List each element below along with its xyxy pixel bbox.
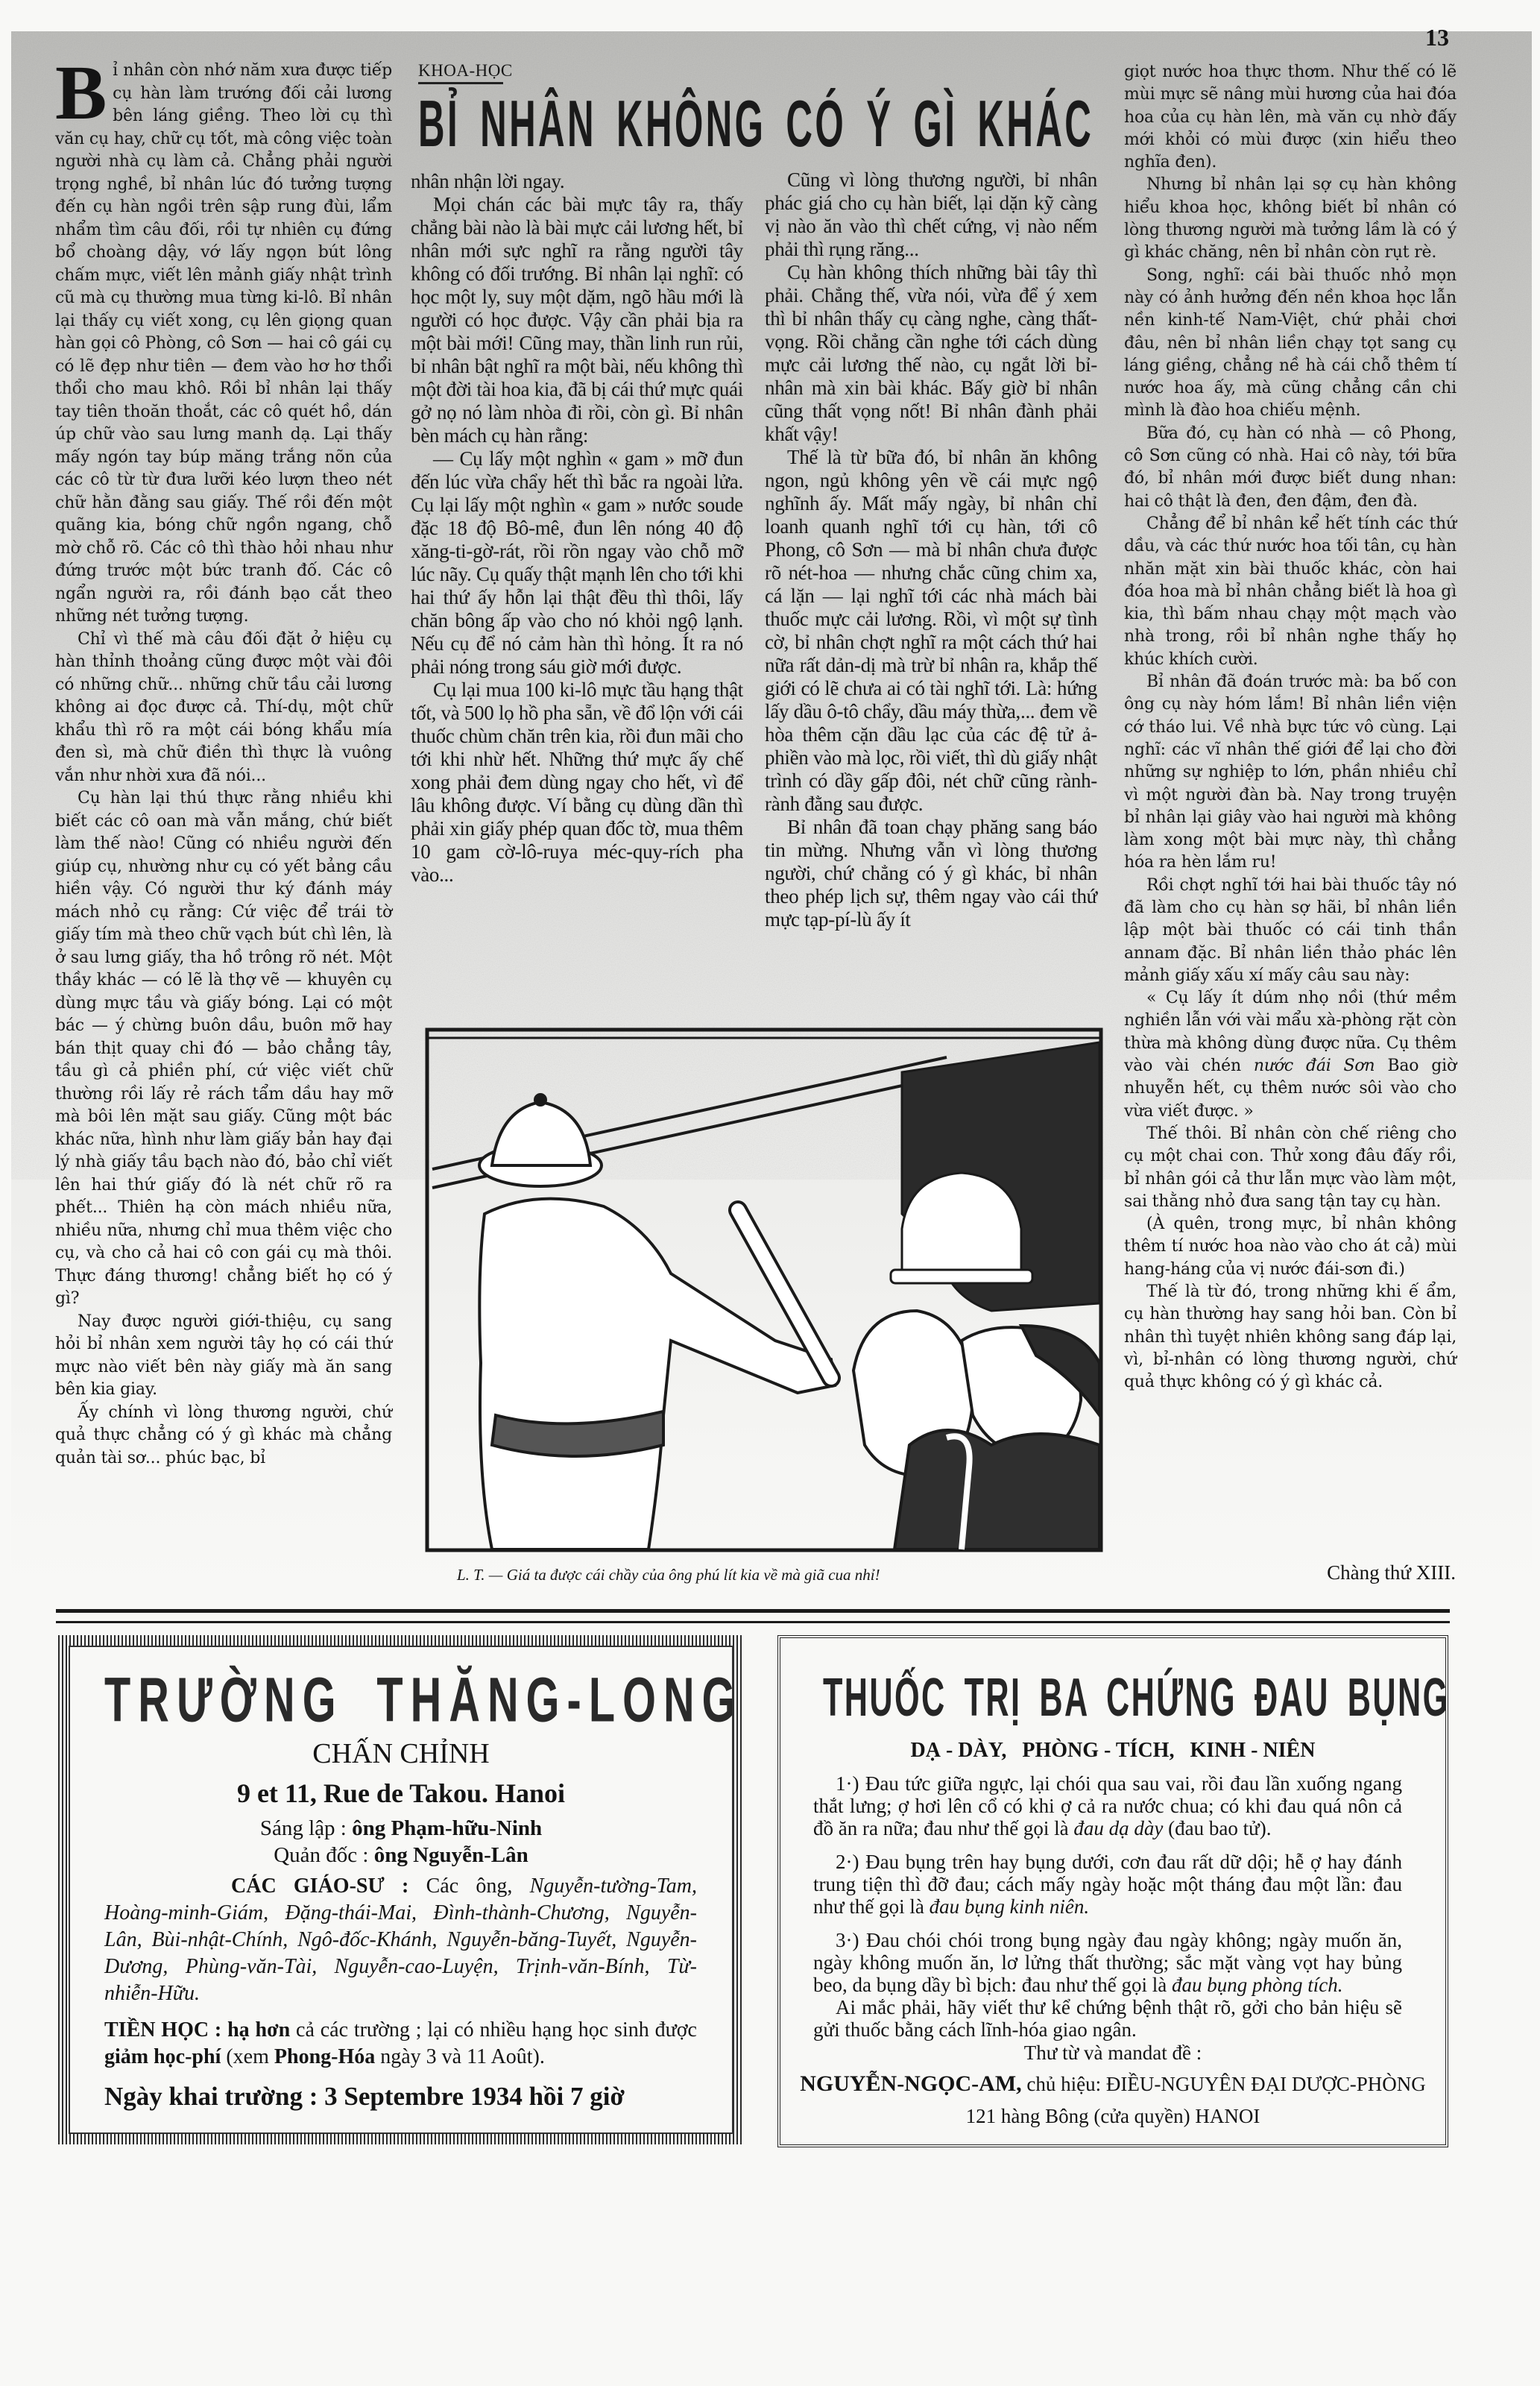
paragraph (55, 1311, 392, 1402)
founder-label: Sáng lập : (259, 1816, 347, 1840)
page-number: 13 (1425, 24, 1449, 51)
symptom-2: 2·) Đau bụng trên hay bụng dưới, cơn đau rất dữ dội; hễ ợ hay đánh trung tiện thì đỡ đau; cách mấy ngày hoặc một tháng đau một lần: đau như thế gọi là đau bụng kinh niên. (813, 1851, 1402, 1918)
medicine-ad-title: THUỐC TRỊ BA CHỨNG ĐAU BỤNG (823, 1668, 1450, 1728)
man-with-club (479, 1095, 835, 1549)
separator-rule (56, 1609, 1450, 1613)
italic-text: nước đái Sơn (1253, 1057, 1375, 1076)
paragraph-text: ỉ nhân còn nhớ năm xưa được tiếp cụ hàn làm trướng đối cải lương bên láng giềng. Theo lời cụ thì văn cụ hay, chữ cụ tốt, mà công việc toàn người nhà cụ làm cả. Chẳng phải người trọng nghề, bỉ nhân lúc đó tưởng tượng đến cụ hàn ngồi trên sập rung đùi, lẩm nhẩm tìm câu đối, rồi tự nhiên cụ đứng bổ choàng dậy, vớ lấy ngọn bút lông chấm mực, viết lên mảnh giấy nhật trình cũ mà cụ thường mua từng ki-lô. Bỉ nhân lại thấy cụ viết xong, cụ lên giọng quan hàn gọi cô Phòng, cô Sơn — hai cô gái cụ có lẽ đẹp như tiên — đem vào hơ hơ thổi thổi cho mau khô. Rồi bỉ nhân lại thấy tay tiên thoăn thoắt, các cô quét hồ, dán úp chữ vào sau lưng manh dạ. Lại thấy mấy ngón tay búp măng trắng nõn của các cô từ từ đưa lưỡi kéo lượn theo nét chữ hằn đằng sau giấy. Thế rồi đến một quãng kia, bóng chữ ngồn ngang, chỗ mờ chỗ rõ. Các cô thì thào hỏi nhau như đứng trước một bức tranh đố. Các cô ngẩn người ra, rồi đánh bạo cắt theo những nét tưởng tượng. (55, 61, 392, 626)
paragraph-text: Bữa đó, cụ hàn có nhà — cô Phong, cô Sơn cũng có nhà. Hai cô này, tới bữa đó, bỉ nhân mới được biết dung nhan: hai cô thật là đen, đen đậm, đen đà. (1124, 424, 1457, 511)
article-column-4 (1124, 61, 1457, 1394)
two-onlookers (853, 1311, 1099, 1549)
school-ad-subtitle: CHẤN CHỈNH (312, 1738, 490, 1769)
school-ad-opening-date: Ngày khai trường : 3 Septembre 1934 hồi 7 giờ (104, 2082, 625, 2111)
fee-text: (xem (221, 2045, 274, 2068)
paragraph (1124, 875, 1457, 987)
school-ad-address: 9 et 11, Rue de Takou. Hanoi (236, 1778, 566, 1808)
shop-label: chủ hiệu: (1026, 2073, 1102, 2095)
teachers-label: CÁC GIÁO-SƯ : (231, 1875, 409, 1898)
paragraph-text: (À quên, trong mực, bỉ nhân không thêm tí nước hoa nào vào cho át cả) mùi hang-háng của vị nước đái-sơn đi.) (1124, 1215, 1457, 1279)
pith-helmet-dome (492, 1102, 590, 1165)
illustration-caption: L. T. — Giá ta được cái chầy của ông phú lít kia về mà giã cua nhỉ! (457, 1566, 880, 1584)
paragraph (55, 629, 392, 788)
order-instructions: Ai mắc phải, hãy viết thư kể chứng bệnh thật rõ, gởi cho bản hiệu sẽ gửi thuốc bằng cách lĩnh-hóa giao ngân. (813, 1996, 1402, 2041)
medicine-ad-body (813, 1772, 1402, 2052)
paragraph-text: Bao giờ nhuyễn hết, cụ thêm nước sôi vào cho vừa viết được. » (1124, 1057, 1457, 1121)
paragraph (1124, 1213, 1457, 1281)
paragraph-text: Ấy chính vì lòng thương người, chứ quả thực chẳng có ý gì khác mà chẳng quản tài sơ... phúc bạc, bỉ (55, 1403, 392, 1467)
paragraph-text: Thế là từ đó, trong những khi ế ẩm, cụ hàn thường hay sang hỏi ban. Còn bỉ nhân thì tuyệt nhiên không sang đáp lại, vì, bỉ-nhân có lòng thương người, chứ quả thực không có ý gì khác cả. (1124, 1282, 1457, 1392)
paragraph (1124, 265, 1457, 423)
medicine-ad-mail-label: Thư từ và mandat đề : (1023, 2042, 1202, 2064)
fee-text: giảm học-phí (104, 2045, 221, 2068)
paragraph (765, 816, 1097, 931)
man-body (479, 1199, 835, 1549)
paragraph-text: Cũng vì lòng thương người, bỉ nhân phác giá cho cụ hàn biết, lại dặn kỹ càng vị nào ăn vào thì chết cứng, vị nào nếm phải thì rụng răng... (765, 169, 1097, 260)
paragraph-text: Chỉ vì thế mà câu đối đặt ở hiệu cụ hàn thỉnh thoảng cũng được một vài đôi có những chữ... những chữ tầu cải lương không ai đọc được cả. Thí-dụ, một chữ khẩu thì rõ ra một cái bóng khẩu mía đen sì, mà chữ điền thì thực là vuông vắn như nhời xưa đã nói... (55, 629, 392, 785)
fee-text: hạ hơn (227, 2018, 291, 2042)
paragraph (55, 1402, 392, 1470)
teachers-intro: Các ông, (426, 1875, 513, 1898)
paragraph-text: Cụ lại mua 100 ki-lô mực tầu hạng thật tốt, và 500 lọ hồ pha sẵn, về đổ lộn với cái thuốc chùm chăn trên kia, rồi đun mãi cho tới khi nhừ hết. Những thứ mực ấy chế xong phải đem dùng ngay cho hết, vì để lâu không được. Ví bằng cụ dùng dần thì phải xin giấy phép quan đốc tờ, mua thêm 10 gam cờ-lô-ruya méc-quy-rích pha vào... (411, 679, 743, 886)
section-underline (418, 82, 503, 84)
paragraph (411, 679, 743, 887)
teachers-list: Nguyễn-tường-Tam, Hoàng-minh-Giám, Đặng-thái-Mai, Đình-thành-Chương, Nguyễn-Lân, Bùi-nhật-Chính, Ngô-đốc-Khánh, Nguyễn-băng-Tuyết, Nguyễn-Dương, Phùng-văn-Tài, Nguyễn-cao-Luyện, Trịnh-văn-Bính, Từ-nhiễn-Hữu. (104, 1875, 698, 2005)
article-column-2 (411, 170, 743, 887)
section-label: KHOA-HỌC (418, 61, 513, 80)
paragraph-text: Nhưng bỉ nhân lại sợ cụ hàn không hiểu khoa học, không biết bỉ nhân có lòng thương người mà tưởng lầm là có ý gì khác chăng, nên bỉ nhân còn rụt rè. (1124, 175, 1457, 262)
paragraph-text: Bỉ nhân đã đoán trước mà: ba bố con ông cụ này hóm lắm! Bỉ nhân liền viện cớ tháo lui. Về nhà bực tức vô cùng. Lại nghĩ: các vĩ nhân thế giới để lại cho đời những sự nghiệp to lớn, phần nhiều chỉ vì một người đàn bà. Nay trong truyện bỉ nhân lại giây vào hai người mà không làm xong một bài mực này, thì chẳng hóa ra hèn lắm ru! (1124, 673, 1457, 872)
paragraph (765, 261, 1097, 446)
director-name: ông Nguyễn-Lân (373, 1843, 528, 1867)
article-title: BỈ NHÂN KHÔNG CÓ Ý GÌ KHÁC (418, 86, 1094, 160)
paragraph (1124, 174, 1457, 264)
school-ad-fees (104, 2017, 697, 2071)
article-column-3 (765, 169, 1097, 931)
paragraph-text: Cụ hàn lại thú thực rằng nhiều khi biết các cô oan mà vẫn mắng, chứ biết làm thế nào! Cũng có nhiều người đến giúp cụ, nhường như cụ có yết bảng cầu hiền vậy. Có người thư ký đánh máy mách nhỏ cụ rằng: Cứ việc để trái tờ giấy tím mà theo chữ vạch bút chì lên, là ở sau lưng giấy, tha hồ trông rõ nét. Một thầy khác — có lẽ là thợ vẽ — khuyên cụ dùng mực tầu và giấy bóng. Lại có một bác — ý chừng buôn dầu, buôn mỡ hay bán thịt quay chi đó — bảo chẳng tây, tầu gì cả phiền phí, cứ việc viết chữ thường rồi lấy rẻ rách tẩm dầu hay mỡ mà bôi lên mặt sau giấy. Cũng một bác khác nữa, hình như làm giấy bản hay đại lý nhà giấy tầu bạch nào đó, bảo chỉ viết lên hai thứ giấy đó là nét chữ rõ ra phết... Thiên hạ còn mách nhiều nữa, nhiều nữa, nhưng chỉ mua thêm việc cho cụ, và cho cả hai cô con gái cụ mà thôi. Thực đáng thương! chẳng biết họ có ý gì? (55, 789, 392, 1308)
paragraph-text: giọt nước hoa thực thơm. Như thế có lẽ mùi mực sẽ nâng mùi hương của hai đóa hoa của cụ hàn lên, mà văn cụ nhờ đấy mới khỏi có mùi được (xin hiểu theo nghĩa đen). (1124, 63, 1457, 172)
medicine-ad-owner-line (777, 2071, 1448, 2097)
director-label: Quản đốc : (274, 1843, 369, 1867)
paragraph (1124, 513, 1457, 671)
medicine-ad-address: 121 hàng Bông (cửa quyền) HANOI (965, 2105, 1260, 2127)
paragraph-text: Bỉ nhân đã toan chạy phăng sang báo tin mừng. Nhưng vẫn vì lòng thương người, chứ chẳng có ý gì khác, bỉ nhân theo phép lịch sự, thêm ngay vào cái thứ mực tạp-pí-lù ấy ít (765, 816, 1097, 931)
paragraph (411, 193, 743, 447)
symptom-3: 3·) Đau chói chói trong bụng ngày đau ngày không; ngày muốn ăn, ngày không muốn ăn, lơ lửng thất thường; sắc mặt vàng vọt hay bủng beo, da bụng dầy bì bịch: đau như thế gọi là đau bụng phòng tích. (813, 1929, 1402, 1996)
paragraph-text: Chẳng để bỉ nhân kể hết tính các thứ dầu, và các thứ nước hoa tối tân, cụ hàn nhăn mặt xin bài thuốc khác, còn hai đóa hoa mà bỉ nhân chẳng biết là hoa gì kia, thì bấm nhau chạy một mạch vào nhà trong, rồi bỉ nhân nghe thấy họ khúc khích cười. (1124, 514, 1457, 669)
paragraph-text: Thế thôi. Bỉ nhân còn chế riêng cho cụ một chai con. Thử xong đâu đấy rồi, bỉ nhân gói cả thư lẫn mực vào làm một, sai thằng nhỏ đưa sang tận tay cụ hàn. (1124, 1124, 1457, 1211)
school-ad-teachers (104, 1873, 697, 2007)
paragraph (1124, 61, 1457, 174)
article-column-1 (55, 50, 392, 1470)
medicine-ad-subtitle: DẠ - DÀY, PHÒNG - TÍCH, KINH - NIÊN (910, 1739, 1316, 1762)
fee-text: ngày 3 và 11 Août). (375, 2045, 545, 2068)
paragraph (411, 447, 743, 679)
shop-name: ĐIỀU-NGUYÊN ĐẠI DƯỢC-PHÒNG (1105, 2073, 1426, 2095)
paragraph-text: Rồi chợt nghĩ tới hai bài thuốc tây nó đã làm cho cụ hàn sợ hãi, bỉ nhân liền lập một bài thuốc có cái tinh thần annam đặc. Bỉ nhân liền thảo phác lên mảnh giấy xấu xí mấy câu sau này: (1124, 875, 1457, 985)
cartoon-illustration (425, 1027, 1103, 1554)
paragraph (1124, 671, 1457, 875)
school-ad-founder-line (58, 1816, 744, 1841)
symptom-1: 1·) Đau tức giữa ngực, lại chói qua sau vai, rồi đau lần xuống ngang thắt lưng; ợ hơi lên cổ có khi ợ cả ra nước chua; có khi đau quá nôn cả đồ ăn ra nữa; đau như thế gọi là đau dạ dày (đau bao tử). (813, 1772, 1402, 1839)
paragraph-text: Cụ hàn không thích những bài tây thì phải. Chẳng thế, vừa nói, vừa để ý xem thì bỉ nhân thấy cụ càng nghe, càng thất-vọng. Rồi chẳng cần nghe tới cách dùng mực cải lương thế nào, cụ ngắt lời bỉ-nhân mà xin bài khác. Bấy giờ bỉ nhân cũng thất vọng nốt! Bỉ nhân đành phải khất vậy! (765, 261, 1097, 445)
paragraph (1124, 1123, 1457, 1213)
paragraph (765, 169, 1097, 261)
fee-label: TIỀN HỌC : (104, 2018, 222, 2042)
paragraph-text: nhân nhận lời ngay. (411, 170, 565, 192)
paragraph (1124, 987, 1457, 1123)
owner-name: NGUYỄN-NGỌC-AM, (800, 2071, 1022, 2096)
paragraph-text: Song, nghĩ: cái bài thuốc nhỏ mọn này có ảnh hưởng đến nền khoa học lẫn nền kinh-tế Nam-Việt, chứ phải chơi đâu, nên bỉ nhân liền chạy tọt sang cụ láng giềng, chẳng nề hà cái chỗ thêm tí nước hoa ấy, mà cũng chẳng cần chi mình là đào hoa chiếu mệnh. (1124, 265, 1457, 421)
author-signature: Chàng thứ XIII. (1327, 1561, 1456, 1584)
paragraph-text: « Cụ lấy ít dúm nhọ nồi (thứ mềm nghiền lẫn với vài mẩu xà-phòng rặt còn thừa mà không dùng được nữa. Cụ thêm vào vài chén (1124, 989, 1457, 1076)
dark-object (891, 1042, 1099, 1311)
paragraph (1124, 423, 1457, 513)
paragraph (55, 50, 392, 629)
paragraph-text: Mọi chán các bài mực tây ra, thấy chẳng bài nào là bài mực cải lương hết, bỉ nhân mới sực nghĩ ra rằng người tây không có đối trướng. Bỉ nhân lại nghĩ: có học một ly, suy một dặm, ngõ hầu mới là người có học được. Vậy cần phải bịa ra một bài mới! Cũng may, thần linh run rủi, bỉ nhân bật nghĩ ra một bài, nếu không thì một đời tài hoa kia, đã bị cái thứ mực quái gở nọ nó làm nhòa đi rồi, còn gì. Bỉ nhân bèn mách cụ hàn rằng: (411, 193, 743, 447)
founder-name: ông Phạm-hữu-Ninh (352, 1816, 543, 1840)
paragraph-text: Nay được người giới-thiệu, cụ sang hỏi bỉ nhân xem người tây họ có cái thứ mực nào viết bên này giấy mà ăn sang bên kia giay. (55, 1312, 392, 1399)
paragraph (765, 446, 1097, 816)
mortar-pot (902, 1173, 1021, 1274)
school-ad-title: TRƯỜNG THĂNG-LONG (104, 1665, 743, 1735)
school-ad-director-line (58, 1843, 744, 1868)
drop-cap: B (55, 50, 107, 136)
fee-text: Phong-Hóa (274, 2045, 376, 2068)
separator-rule-2 (56, 1621, 1450, 1623)
paragraph-text: Thế là từ bữa đó, bỉ nhân ăn không ngon, ngủ không yên về cái mực ngộ nghĩnh ấy. Mất mấy ngày, bỉ nhân chỉ loanh quanh nghĩ tới cụ hàn, tới cô Phong, cô Sơn — mà bỉ nhân chưa được rõ nét-hoa — nhưng chắc cũng chim xa, cá lặn — lại nghĩ tới các nhà mách bài thuốc mực cải lương. Rồi, vì một sự tình cờ, bỉ nhân chợt nghĩ ra một cách thứ hai nữa rất dản-dị mà trừ bỉ nhân ra, khắp thế giới có lẽ chưa ai có tài nghĩ tới. Là: hứng lấy dầu ô-tô chẩy, dầu máy thừa,... đem về hòa thêm cặn dầu lạc của các đệ tử ả-phiền vào mà lọc, rồi viết, thì dù giấy nhật trình có dầy gấp đôi, nét chữ cũng rành-rành đằng sau được. (765, 446, 1097, 815)
onlooker-clothing (894, 1430, 1099, 1549)
paragraph (55, 787, 392, 1311)
fee-text: cả các trường ; lại có nhiều hạng học sinh được (290, 2018, 697, 2042)
paragraph (1124, 1281, 1457, 1394)
paragraph-text: — Cụ lấy một nghìn « gam » mỡ đun đến lúc vừa chẩy hết thì bắc ra ngoài lửa. Cụ lại lấy một nghìn « gam » nước soude đặc 18 độ Bô-mê, đun lên nóng 40 độ xăng-ti-gờ-rát, rồi rồn ngay vào chỗ mỡ lúc nãy. Cụ quấy thật mạnh lên cho tới khi hai thứ ấy hỗn lại thật đều thì thôi, lấy chăn bông ấp vào cho nó khỏi ngộ lạnh. Nếu cụ để nó cảm hàn thì hỏng. Ít ra nó phải nóng trong sáu giờ mới được. (411, 447, 743, 678)
paragraph (411, 170, 743, 193)
